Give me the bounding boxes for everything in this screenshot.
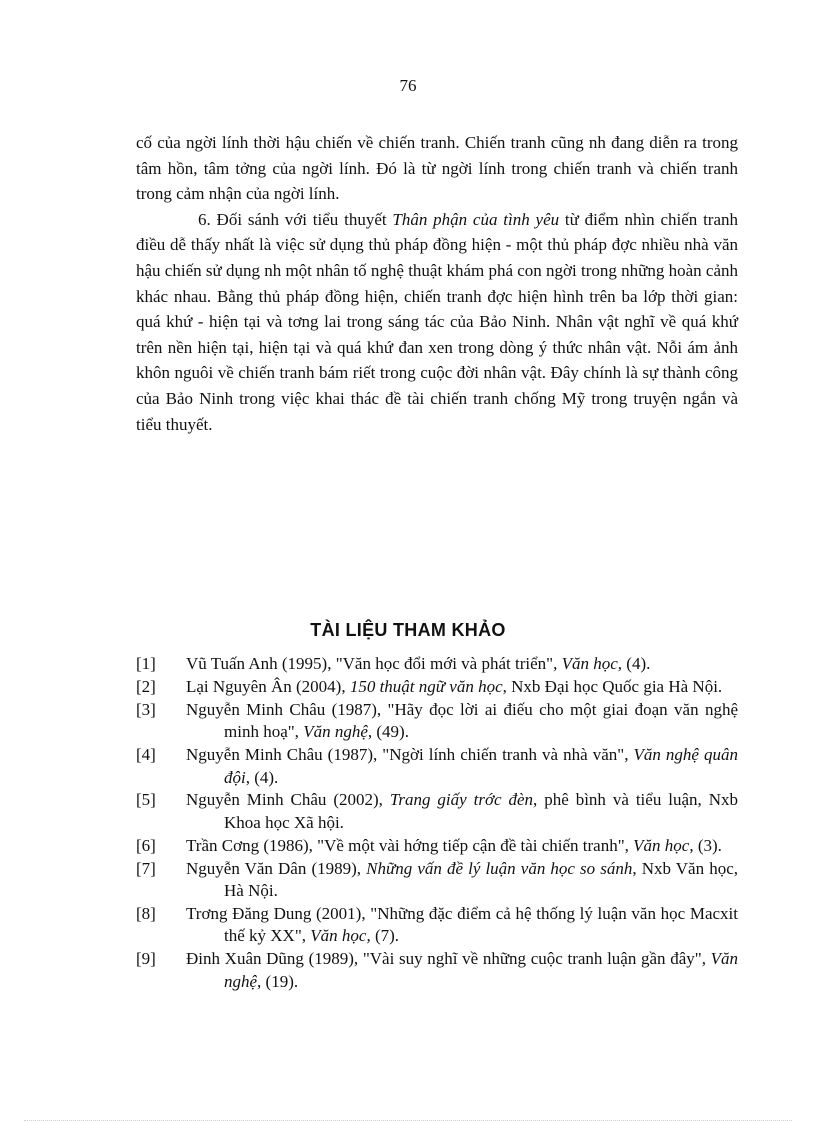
- reference-number: [1]: [136, 654, 156, 673]
- reference-part: Đinh Xuân Dũng (1989), "Vài suy nghĩ về những cuộc tranh luận gần đây",: [186, 949, 711, 969]
- reference-part: , (4).: [245, 767, 279, 787]
- reference-text: [186, 948, 738, 993]
- reference-title: 150 thuật ngữ văn học: [349, 676, 503, 696]
- reference-title: Những vấn đề lý luận văn học so sánh: [366, 858, 633, 878]
- book-title: Thân phận của tình yêu: [392, 209, 560, 229]
- reference-number: [6]: [136, 835, 156, 855]
- reference-title: Văn học,: [310, 926, 371, 946]
- reference-part: Nguyễn Minh Châu (2002),: [186, 790, 390, 810]
- reference-item: [136, 789, 738, 834]
- reference-text: [186, 676, 738, 698]
- reference-text: [186, 653, 738, 675]
- reference-part: , Nxb Đại học Quốc gia Hà Nội.: [502, 676, 723, 696]
- reference-item: [136, 948, 738, 993]
- reference-part: Nguyễn Minh Châu (1987), "Ngời lính chiến tranh và nhà văn",: [186, 745, 634, 765]
- reference-number: [9]: [136, 949, 156, 969]
- reference-text: [186, 858, 738, 903]
- reference-part: Trần Cơng (1986), "Về một vài hớng tiếp cận đề tài chiến tranh",: [186, 835, 634, 855]
- reference-title: Văn nghệ: [303, 722, 368, 742]
- reference-number: [4]: [136, 745, 156, 765]
- reference-item: [136, 835, 738, 857]
- paragraph: [136, 207, 738, 437]
- reference-part: , Nxb Văn học, Hà Nội.: [224, 858, 738, 901]
- paragraph: cố của ngời lính thời hậu chiến về chiến tranh. Chiến tranh cũng nh đang diễn ra trong tâm hồn, tâm tởng của ngời lính. Đó là từ ngời lính trong chiến tranh và chiến tranh trong cảm nhận của ngời lính.: [136, 133, 738, 204]
- reference-text: [186, 835, 738, 857]
- reference-title: Văn nghệ quân đội: [224, 745, 739, 787]
- footer-divider: [24, 1120, 792, 1121]
- reference-part: Lại Nguyên Ân (2004),: [186, 676, 350, 696]
- references-heading: TÀI LIỆU THAM KHẢO: [310, 620, 506, 640]
- reference-item: [136, 903, 738, 948]
- reference-number: [8]: [136, 903, 156, 923]
- reference-text: [186, 744, 738, 789]
- reference-item: [136, 699, 738, 744]
- reference-part: , (19).: [257, 971, 299, 991]
- reference-title: Văn học,: [561, 654, 623, 673]
- reference-title: Văn học: [633, 835, 690, 855]
- reference-number: [2]: [136, 676, 156, 696]
- reference-text: [186, 903, 738, 948]
- body-text: [136, 130, 738, 437]
- reference-title: Văn nghệ: [224, 949, 738, 991]
- reference-part: , phê bình và tiểu luận, Nxb Khoa học Xã hội.: [224, 790, 738, 832]
- reference-text: [186, 789, 738, 834]
- paragraph-text: 6. Đối sánh với tiểu thuyết: [198, 209, 393, 229]
- reference-part: , (49).: [367, 722, 409, 742]
- reference-list: [136, 653, 738, 994]
- reference-item: [136, 653, 738, 675]
- reference-item: [136, 858, 738, 903]
- reference-part: Nguyễn Minh Châu (1987), "Hãy đọc lời ai điếu cho một giai đoạn văn nghệ minh hoạ",: [186, 699, 738, 742]
- reference-title: Trang giấy trớc đèn: [389, 790, 534, 810]
- reference-number: [5]: [136, 790, 156, 810]
- reference-part: (4).: [622, 654, 651, 673]
- reference-part: (7).: [370, 926, 400, 946]
- page-number: 76: [399, 76, 417, 95]
- reference-part: Trơng Đăng Dung (2001), "Những đặc điểm cả hệ thống lý luận văn học Macxit thế kỷ XX",: [186, 903, 738, 946]
- reference-part: Nguyễn Văn Dân (1989),: [186, 858, 367, 878]
- reference-number: [3]: [136, 699, 156, 719]
- reference-text: [186, 699, 738, 744]
- reference-part: Vũ Tuấn Anh (1995), "Văn học đổi mới và phát triển",: [186, 654, 562, 673]
- reference-number: [7]: [136, 858, 156, 878]
- paragraph-text: từ điểm nhìn chiến tranh điều dễ thấy nhất là việc sử dụng thủ pháp đồng hiện - một thủ pháp đợc nhiều nhà văn hậu chiến sử dụng nh một nhân tố nghệ thuật khám phá con ngời trong những hoàn cảnh khác nhau. Bằng thủ pháp đồng hiện, chiến tranh đợc hiện hình trên ba lớp thời gian: quá khứ - hiện tại và tơng lai trong sáng tác của Bảo Ninh. Nhân vật nghĩ về quá khứ trên nền hiện tại, hiện tại và quá khứ đan xen trong dòng ý thức nhân vật. Nỗi ám ảnh khôn nguôi về chiến tranh bám riết trong cuộc đời nhân vật. Đây chính là sự thành công của Bảo Ninh trong việc khai thác đề tài chiến tranh chống Mỹ trong truyện ngắn và tiểu thuyết.: [136, 209, 738, 434]
- reference-item: [136, 676, 738, 698]
- reference-part: , (3).: [689, 835, 722, 855]
- reference-item: [136, 744, 738, 789]
